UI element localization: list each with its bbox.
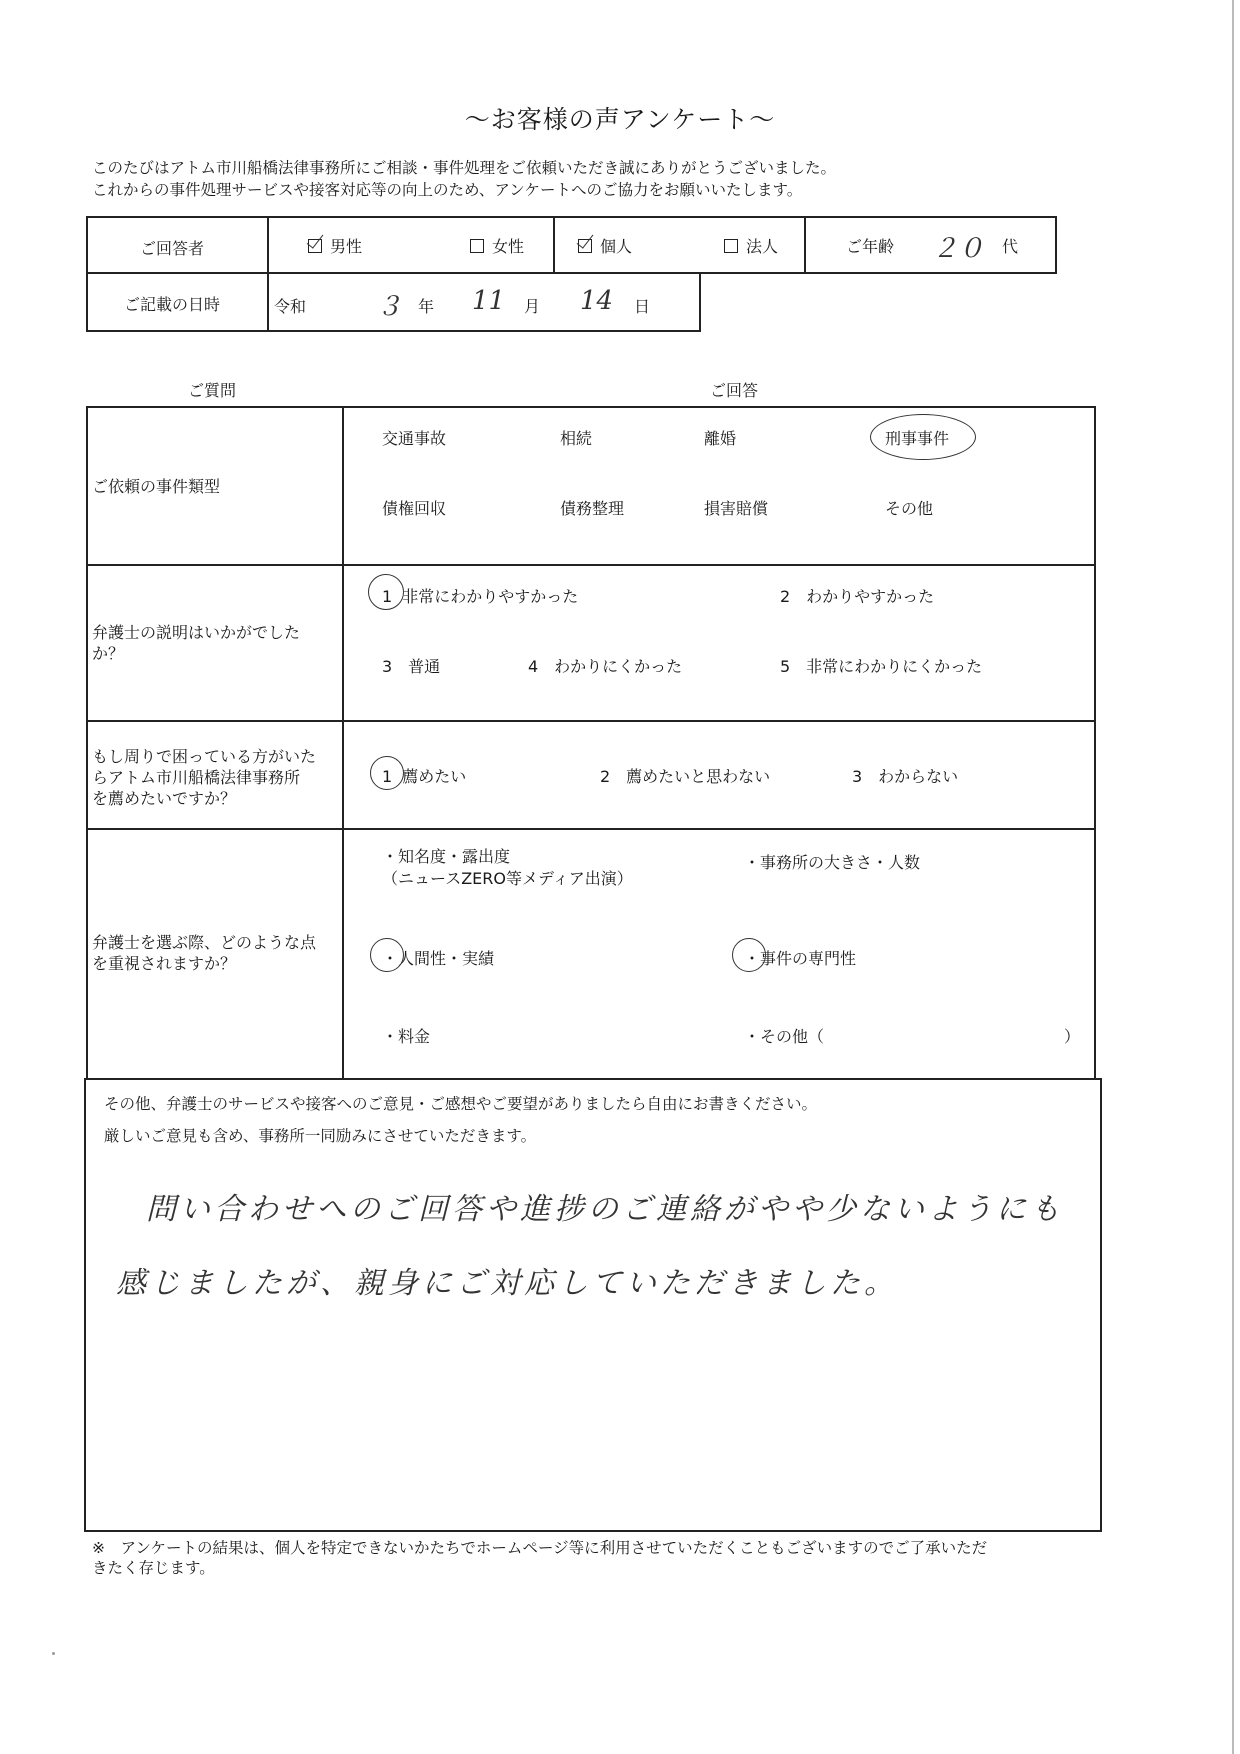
q1-option-debt-consolidation[interactable]: 債務整理 [560, 499, 625, 518]
comments-prompt-line-1: その他、弁護士のサービスや接客へのご意見・ご感想やご要望がありましたら自由にお書きください。 [104, 1095, 818, 1113]
q3-option-2[interactable]: 2 薦めたいと思わない [600, 767, 771, 786]
q3-option-1-number: 1 [382, 767, 393, 786]
q2-question-line-2: か？ [92, 644, 125, 663]
q2-option-1-label: 非常にわかりやすかった [402, 587, 579, 606]
scan-edge [1232, 0, 1234, 1754]
q3-option-3[interactable]: 3 わからない [852, 767, 959, 786]
q4-question-line-1: 弁護士を選ぶ際、どのような点 [92, 933, 317, 952]
comments-box [84, 1078, 1102, 1532]
day-unit: 日 [634, 297, 651, 316]
q3-option-1-label: 薦めたい [402, 767, 467, 786]
female-label: 女性 [492, 237, 525, 256]
q3-question-line-2: らアトム市川船橋法律事務所 [92, 768, 301, 787]
date-label: ご記載の日時 [124, 295, 221, 314]
age-suffix: 代 [1002, 237, 1019, 256]
corporate-label: 法人 [746, 237, 779, 256]
q2-option-5[interactable]: 5 非常にわかりにくかった [780, 657, 983, 676]
corporate-option[interactable] [724, 234, 778, 257]
respondent-label: ご回答者 [140, 239, 205, 258]
q1-option-debt-collection[interactable]: 債権回収 [382, 499, 447, 518]
q4-question-line-2: を重視されますか？ [92, 954, 237, 973]
comments-handwritten-line-1[interactable]: 問い合わせへのご回答や進捗のご連絡がやや少ないようにも [146, 1192, 1064, 1227]
q4-option-person[interactable]: ・人間性・実績 [382, 949, 495, 968]
male-label: 男性 [330, 237, 363, 256]
individual-label: 個人 [600, 237, 633, 256]
male-option[interactable] [308, 234, 362, 257]
q3-selection-circle [370, 756, 404, 790]
q2-selection-circle [368, 574, 404, 610]
q2-question-line-1: 弁護士の説明はいかがでした [92, 623, 301, 642]
month-unit: 月 [524, 297, 541, 316]
intro-line-1: このたびはアトム市川船橋法律事務所にご相談・事件処理をご依頼いただき誠にありがとうございました。 [92, 159, 837, 177]
q4-option-fee[interactable]: ・料金 [382, 1027, 431, 1046]
era-label: 令和 [274, 297, 307, 316]
month-value[interactable]: 11 [472, 286, 506, 316]
q1-option-inheritance[interactable]: 相続 [560, 429, 593, 448]
q1-option-damages[interactable]: 損害賠償 [704, 499, 769, 518]
comments-prompt-line-2: 厳しいご意見も含め、事務所一同励みにさせていただきます。 [104, 1127, 537, 1145]
answer-header: ご回答 [710, 381, 759, 400]
footer-note-line-1: ※ アンケートの結果は、個人を特定できないかたちでホームページ等に利用させていただくこともございますのでご了承いただ [92, 1539, 988, 1557]
year-value[interactable]: ３ [376, 292, 403, 322]
footer-note-line-2: きたく存じます。 [92, 1559, 215, 1577]
year-unit: 年 [418, 297, 435, 316]
q4-option-fame-line-1[interactable]: ・知名度・露出度 [382, 847, 511, 866]
q4-option-size[interactable]: ・事務所の大きさ・人数 [744, 853, 921, 872]
intro-line-2: これからの事件処理サービスや接客対応等の向上のため、アンケートへのご協力をお願いいたします。 [92, 181, 803, 199]
corporate-checkbox[interactable] [724, 239, 738, 253]
respondent-row [86, 216, 1057, 274]
female-option[interactable] [470, 234, 524, 257]
form-title: ～お客様の声アンケート～ [464, 105, 776, 134]
q4-option-expertise[interactable]: ・事件の専門性 [744, 949, 857, 968]
individual-option[interactable] [578, 234, 632, 257]
scan-speck [52, 1652, 55, 1655]
q4-option-other-close: ） [1064, 1027, 1081, 1046]
q2-option-3[interactable]: 3 普通 [382, 657, 441, 676]
q1-question: ご依頼の事件類型 [92, 477, 221, 496]
q2-option-4[interactable]: 4 わかりにくかった [528, 657, 683, 676]
individual-checkbox[interactable] [578, 239, 592, 253]
q3-question-line-1: もし周りで困っている方がいた [92, 747, 317, 766]
q2-option-2[interactable]: 2 わかりやすかった [780, 587, 935, 606]
q1-option-traffic[interactable]: 交通事故 [382, 429, 447, 448]
age-label: ご年齢 [846, 237, 895, 256]
question-header: ご質問 [188, 381, 237, 400]
q1-option-criminal[interactable]: 刑事事件 [885, 429, 950, 448]
q4-option-fame-line-2: （ニュースZERO等メディア出演） [382, 869, 633, 888]
q2-option-1[interactable] [382, 584, 578, 607]
q1-option-other[interactable]: その他 [885, 499, 934, 518]
male-checkbox[interactable] [308, 239, 322, 253]
q1-selection-circle [870, 414, 976, 460]
q4-person-selection-circle [370, 938, 404, 972]
q1-option-divorce[interactable]: 離婚 [704, 429, 737, 448]
q2-option-1-number: 1 [382, 587, 393, 606]
age-value[interactable]: ２０ [932, 234, 985, 264]
q4-option-other[interactable]: ・その他（ [744, 1027, 825, 1046]
q4-expertise-selection-circle [732, 938, 766, 972]
q3-question-line-3: を薦めたいですか？ [92, 789, 237, 808]
female-checkbox[interactable] [470, 239, 484, 253]
comments-handwritten-line-2[interactable]: 感じましたが、親身にご対応していただきました。 [116, 1266, 898, 1301]
day-value[interactable]: 14 [580, 286, 614, 316]
